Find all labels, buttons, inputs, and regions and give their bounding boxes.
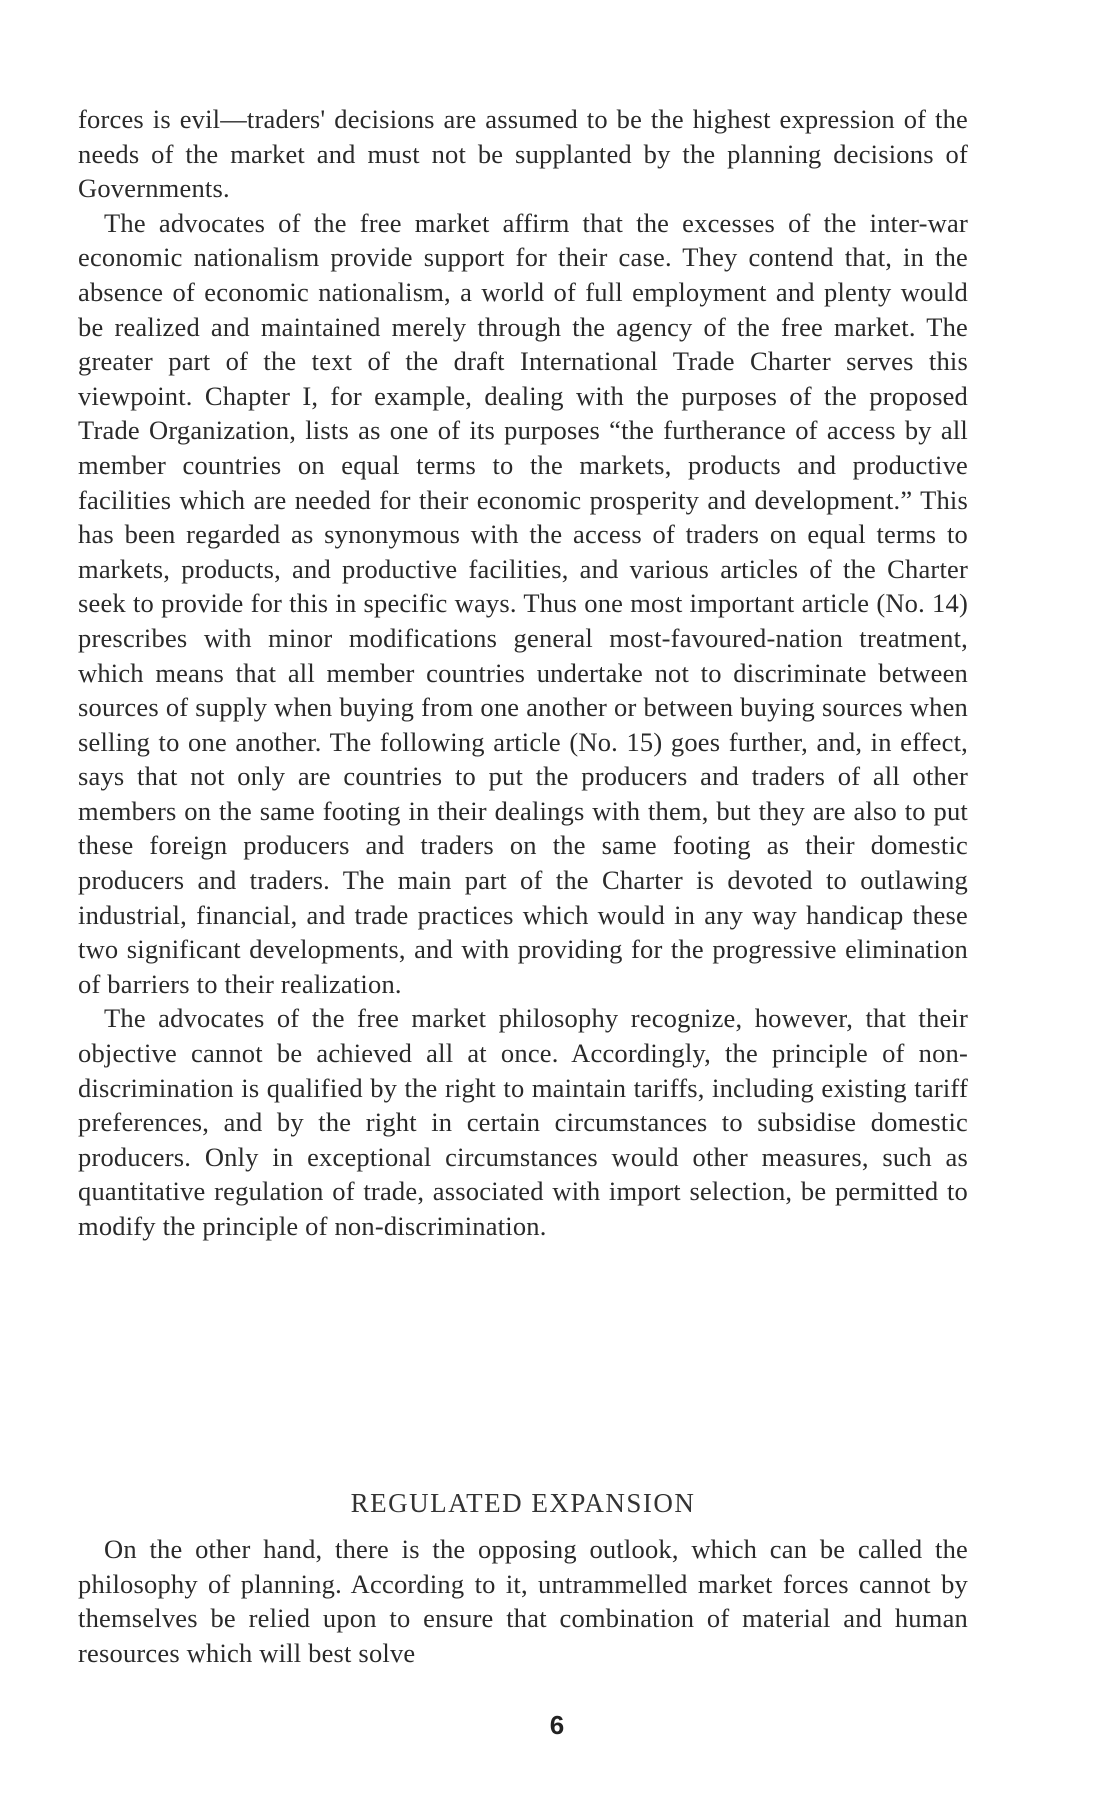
paragraph-3: The advocates of the free market philosophy recognize, however, that their objective cannot be achieved all at once. Accordingly, the principle of non-discrimination is qualified by the right to maintain tariffs, including existing tariff preferences, and by the right in certain circumstances to subsidise domestic producers. Only in exceptional circumstances would other measures, such as quantitative regulation of trade, associated with import selection, be permitted to modify the principle of non-discrimination. — [78, 1003, 968, 1241]
body-text-top — [78, 102, 968, 1244]
body-text-bottom — [78, 1532, 968, 1670]
paragraph-4: On the other hand, there is the opposing outlook, which can be called the philosophy of planning. According to it, untrammelled market forces cannot by themselves be relied upon to ensure that combination of material and human resources which will best solve — [78, 1534, 968, 1668]
paragraph-1: forces is evil—traders' decisions are assumed to be the highest expression of the needs of the market and must not be supplanted by the planning decisions of Governments. — [78, 104, 968, 204]
page-number: 6 — [549, 1710, 565, 1740]
paragraph-2: The advocates of the free market affirm that the excesses of the inter-war economic nationalism provide support for their case. They contend that, in the absence of economic nationalism, a world of full employment and plenty would be realized and maintained merely through the agency of the free market. The greater part of the text of the draft International Trade Charter serves this viewpoint. Chapter I, for example, dealing with the purposes of the proposed Trade Organization, lists as one of its purposes “the furtherance of access by all member countries on equal terms to the markets, products and productive facilities which are needed for their economic prosperity and development.” This has been regarded as synonymous with the access of traders on equal terms to markets, products, and productive facilities, and various articles of the Charter seek to provide for this in specific ways. Thus one most important article (No. 14) prescribes with minor modifications general most-favoured-nation treatment, which means that all member countries undertake not to discriminate between sources of supply when buying from one another or between buying sources when selling to one another. The following article (No. 15) goes further, and, in effect, says that not only are countries to put the producers and traders of all other members on the same footing in their dealings with them, but they are also to put these foreign producers and traders on the same footing as their domestic producers and traders. The main part of the Charter is devoted to outlawing industrial, financial, and trade practices which would in any way handicap these two significant developments, and with providing for the progressive elimination of barriers to their realization. — [78, 207, 968, 999]
section-heading: REGULATED EXPANSION — [350, 1488, 696, 1518]
